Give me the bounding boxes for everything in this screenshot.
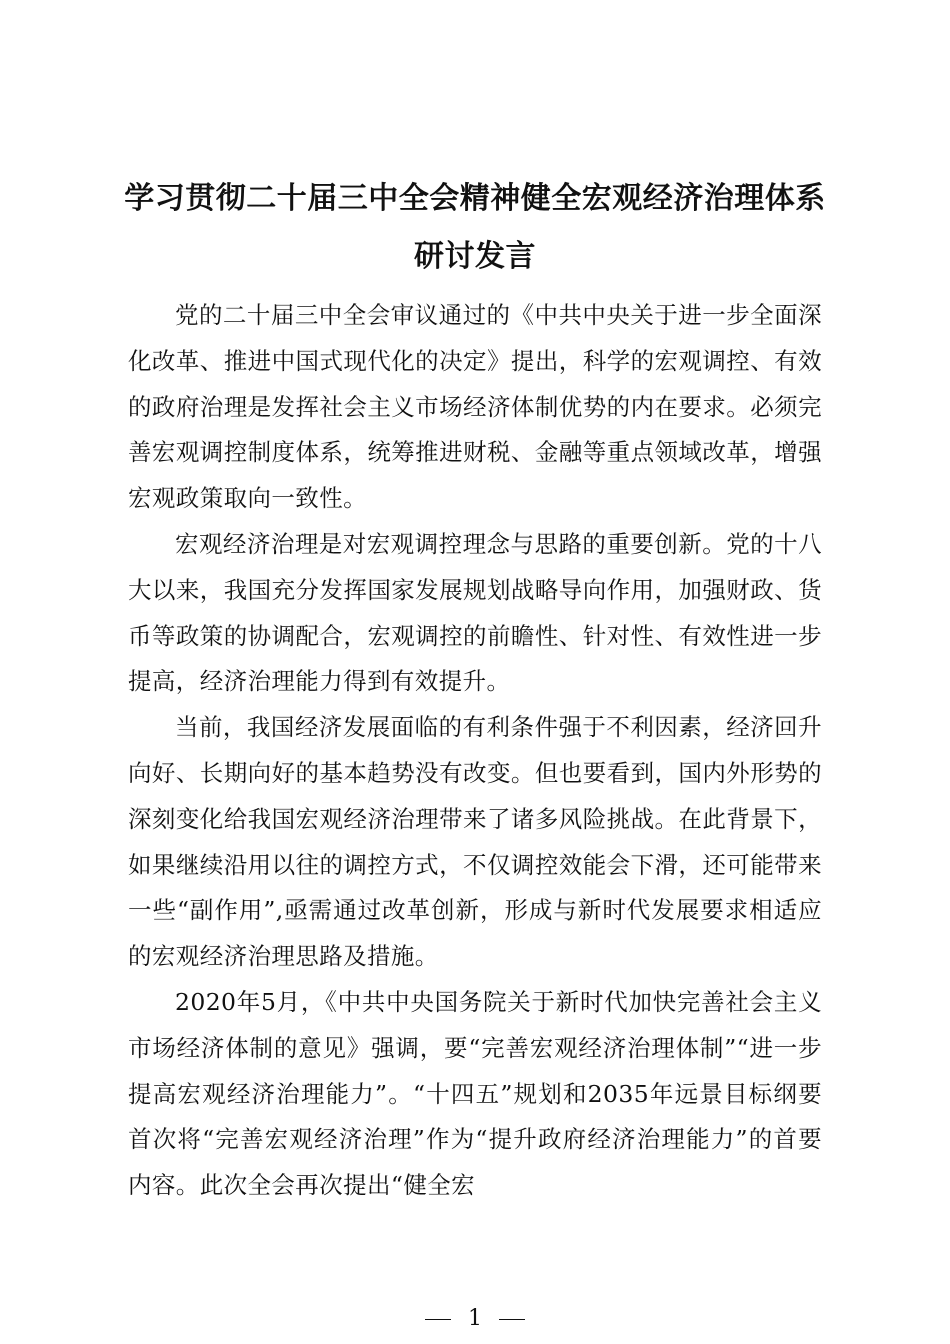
page-number: 1 xyxy=(468,1306,482,1331)
footer-left-dash xyxy=(425,1319,451,1320)
document-body xyxy=(128,293,822,1209)
paragraph-3: 当前，我国经济发展面临的有利条件强于不利因素，经济回升向好、长期向好的基本趋势没有改变。但也要看到，国内外形势的深刻变化给我国宏观经济治理带来了诸多风险挑战。在此背景下，如果继续沿用以往的调控方式，不仅调控效能会下滑，还可能带来一些“副作用”,亟需通过改革创新，形成与新时代发展要求相适应的宏观经济治理思路及措施。 xyxy=(128,713,822,971)
paragraph-4: 2020年5月，《中共中央国务院关于新时代加快完善社会主义市场经济体制的意见》强调，要“完善宏观经济治理体制”“进一步提高宏观经济治理能力”。“十四五”规划和2035年远景目标纲要首次将“完善宏观经济治理”作为“提升政府经济治理能力”的首要内容。此次全会再次提出“健全宏 xyxy=(128,987,822,1200)
paragraph-2: 宏观经济治理是对宏观调控理念与思路的重要创新。党的十八大以来，我国充分发挥国家发展规划战略导向作用，加强财政、货币等政策的协调配合，宏观调控的前瞻性、针对性、有效性进一步提高，经济治理能力得到有效提升。 xyxy=(128,529,822,696)
page-footer xyxy=(0,1306,950,1332)
document-title: 学习贯彻二十届三中全会精神健全宏观经济治理体系研讨发言 xyxy=(124,181,826,274)
paragraph-1: 党的二十届三中全会审议通过的《中共中央关于进一步全面深化改革、推进中国式现代化的决定》提出，科学的宏观调控、有效的政府治理是发挥社会主义市场经济体制优势的内在要求。必须完善宏观调控制度体系，统筹推进财税、金融等重点领域改革，增强宏观政策取向一致性。 xyxy=(128,301,822,513)
footer-right-dash xyxy=(499,1319,525,1320)
